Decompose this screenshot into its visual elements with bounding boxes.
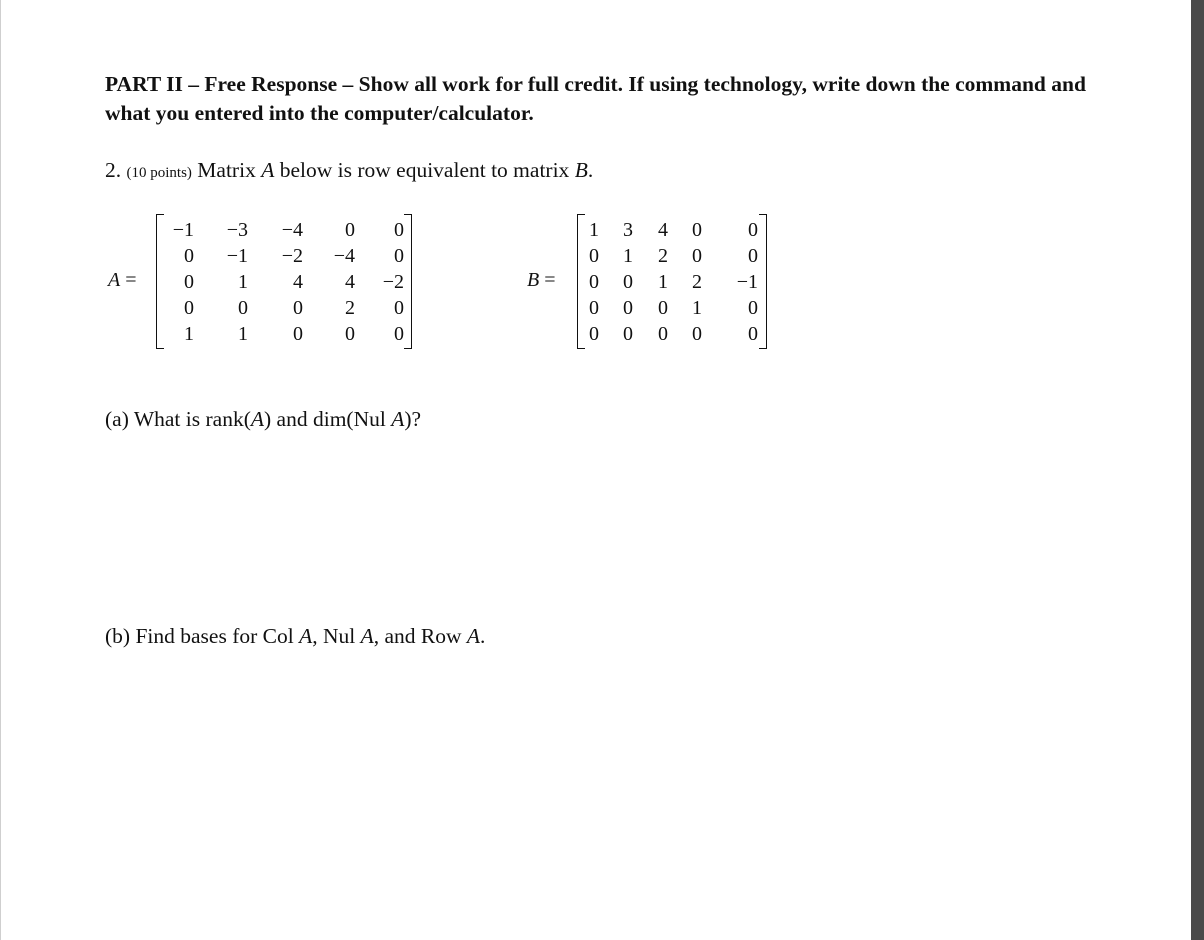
part-a-var: A — [250, 407, 265, 431]
matrix-entry: 0 — [293, 297, 303, 319]
matrix-entry: −4 — [281, 219, 303, 241]
question-var-b: B — [574, 158, 588, 182]
part-a-question — [105, 405, 421, 434]
matrix-entry: 0 — [692, 219, 702, 241]
matrix-entry: 1 — [589, 219, 599, 241]
matrix-entry: 2 — [658, 245, 668, 267]
matrix-entry: 0 — [184, 297, 194, 319]
matrix-entry: 2 — [345, 297, 355, 319]
part-b-text: , Nul — [312, 624, 356, 648]
part-b-question — [105, 622, 485, 651]
scrollbar-track[interactable] — [1191, 0, 1204, 940]
question-number: 2. — [105, 158, 122, 182]
matrix-entry: 0 — [748, 245, 758, 267]
matrix-entry: 2 — [692, 271, 702, 293]
matrix-b-label — [527, 268, 556, 292]
matrix-entry: −3 — [226, 219, 248, 241]
matrix-entry: 0 — [589, 323, 599, 345]
part-a-text: (a) What is rank( — [105, 407, 251, 431]
question-text: . — [587, 158, 594, 182]
part-b-var: A — [466, 624, 481, 648]
part-a-var: A — [391, 407, 405, 431]
matrix-entry: 0 — [748, 323, 758, 345]
part-b-text: (b) Find bases for Col — [105, 624, 294, 648]
matrix-entry: 1 — [238, 323, 248, 345]
matrix-a — [156, 214, 412, 350]
matrix-entry: 0 — [184, 271, 194, 293]
matrix-entry: 0 — [394, 297, 404, 319]
question-text: below is row equivalent to matrix — [279, 158, 570, 182]
matrix-entry: 0 — [589, 297, 599, 319]
matrix-entry: 0 — [394, 219, 404, 241]
matrix-entry: 0 — [623, 297, 633, 319]
question-text: Matrix — [197, 158, 256, 182]
matrix-entry: −1 — [736, 271, 758, 293]
matrix-entry: 1 — [692, 297, 702, 319]
matrix-entry: 0 — [345, 219, 355, 241]
matrix-entry: 0 — [345, 323, 355, 345]
matrix-bracket-right — [404, 214, 412, 349]
matrix-entry: 0 — [589, 245, 599, 267]
matrix-entry: 1 — [623, 245, 633, 267]
matrix-entry: 0 — [658, 297, 668, 319]
matrix-entry: −2 — [281, 245, 303, 267]
part-a-text: ) and dim(Nul — [264, 407, 386, 431]
question-var-a: A — [261, 158, 275, 182]
part-b-text: , and Row — [373, 624, 462, 648]
question-prompt — [105, 156, 593, 188]
matrix-entry: 1 — [184, 323, 194, 345]
matrix-a-var: A — [108, 269, 121, 291]
matrix-entry: 4 — [293, 271, 303, 293]
question-points: (10 points) — [126, 165, 192, 181]
matrix-entry: 0 — [692, 245, 702, 267]
matrix-entry: 3 — [623, 219, 633, 241]
matrix-entry: 4 — [345, 271, 355, 293]
equals-sign: = — [125, 269, 137, 291]
part-a-text: )? — [404, 407, 422, 431]
matrix-entry: 4 — [658, 219, 668, 241]
matrix-entry: −4 — [333, 245, 355, 267]
matrix-b-var: B — [527, 269, 540, 291]
matrix-b — [577, 214, 767, 350]
matrix-entry: 0 — [748, 297, 758, 319]
matrix-entry: 0 — [623, 323, 633, 345]
matrix-entry: −2 — [382, 271, 404, 293]
matrix-entry: 0 — [394, 245, 404, 267]
matrix-entry: 0 — [658, 323, 668, 345]
matrix-entry: 0 — [589, 271, 599, 293]
page-edge — [0, 0, 1, 940]
matrix-entry: 1 — [238, 271, 248, 293]
matrix-bracket-right — [759, 214, 767, 349]
matrix-entry: 0 — [748, 219, 758, 241]
matrix-entry: 0 — [623, 271, 633, 293]
part-b-var: A — [360, 624, 374, 648]
matrix-entry: 0 — [238, 297, 248, 319]
matrix-entry: 1 — [658, 271, 668, 293]
matrix-entry: 0 — [692, 323, 702, 345]
matrix-entry: 0 — [184, 245, 194, 267]
equals-sign: = — [544, 269, 556, 291]
matrix-entry: 0 — [293, 323, 303, 345]
matrix-entry: −1 — [172, 219, 194, 241]
matrix-entry: 0 — [394, 323, 404, 345]
matrix-a-label — [108, 268, 137, 292]
part-b-text: . — [480, 624, 486, 648]
section-header: PART II – Free Response – Show all work for full credit. If using technology, write down the command and what you entered into the computer/calculator. — [105, 72, 1086, 125]
matrix-entry: −1 — [226, 245, 248, 267]
part-b-var: A — [299, 624, 313, 648]
